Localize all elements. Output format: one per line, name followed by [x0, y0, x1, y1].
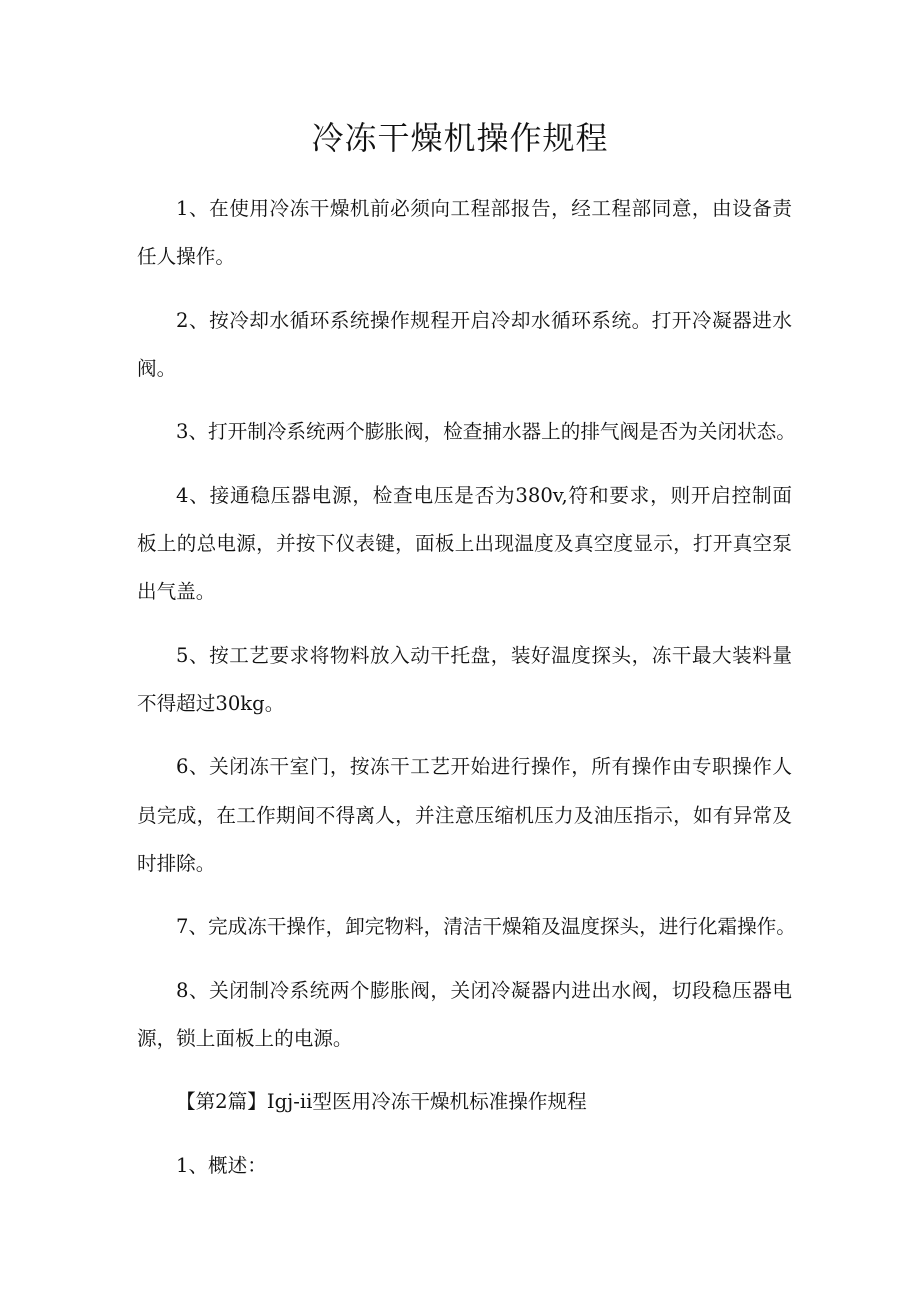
- document-title: 冷冻干燥机操作规程: [311, 119, 609, 157]
- section-item-text: 1、概述：: [176, 1153, 267, 1177]
- document-body: [137, 185, 796, 1205]
- paragraph-line: 8、关闭制冷系统两个膨胀阀，关闭冷凝器内进出水阀，切段稳压器电: [176, 978, 792, 1002]
- paragraph-line: 5、按工艺要求将物料放入动干托盘，装好温度探头，冻干最大装料量: [176, 643, 792, 667]
- paragraph-6: [137, 743, 792, 888]
- paragraph-line: 员完成，在工作期间不得离人，并注意压缩机压力及油压指示，如有异常及: [137, 803, 792, 827]
- paragraph-5: [137, 632, 792, 728]
- paragraph-line: 出气盖。: [137, 580, 216, 604]
- paragraph-line: 3、打开制冷系统两个膨胀阀，检查捕水器上的排气阀是否为关闭状态。: [176, 420, 796, 444]
- section-item: [137, 1142, 792, 1190]
- paragraph-line: 时排除。: [137, 851, 216, 875]
- paragraph-2: [137, 297, 792, 393]
- paragraph-line: 板上的总电源，并按下仪表键，面板上出现温度及真空度显示，打开真空泵: [137, 532, 792, 556]
- paragraph-3: [137, 408, 796, 456]
- paragraph-1: [137, 185, 792, 281]
- paragraph-line: 7、完成冻干操作，卸完物料，清洁干燥箱及温度探头，进行化霜操作。: [176, 915, 796, 939]
- paragraph-line: 2、按冷却水循环系统操作规程开启冷却水循环系统。打开冷凝器进水: [176, 308, 792, 332]
- paragraph-4: [137, 472, 792, 617]
- paragraph-line: 1、在使用冷冻干燥机前必须向工程部报告，经工程部同意，由设备责: [176, 197, 792, 220]
- section-heading-text: 【第2篇】Igj-ii型医用冷冻干燥机标准操作规程: [176, 1090, 587, 1114]
- paragraph-line: 源，锁上面板上的电源。: [137, 1026, 353, 1050]
- section-heading: [137, 1078, 792, 1126]
- paragraph-line: 6、关闭冻干室门，按冻干工艺开始进行操作，所有操作由专职操作人: [176, 755, 792, 779]
- paragraph-line: 任人操作。: [137, 245, 235, 269]
- paragraph-line: 阀。: [137, 356, 177, 380]
- paragraph-line: 不得超过30kg。: [137, 691, 285, 715]
- paragraph-7: [137, 903, 796, 951]
- paragraph-8: [137, 967, 792, 1063]
- paragraph-line: 4、接通稳压器电源，检查电压是否为380v,符和要求，则开启控制面: [176, 483, 792, 507]
